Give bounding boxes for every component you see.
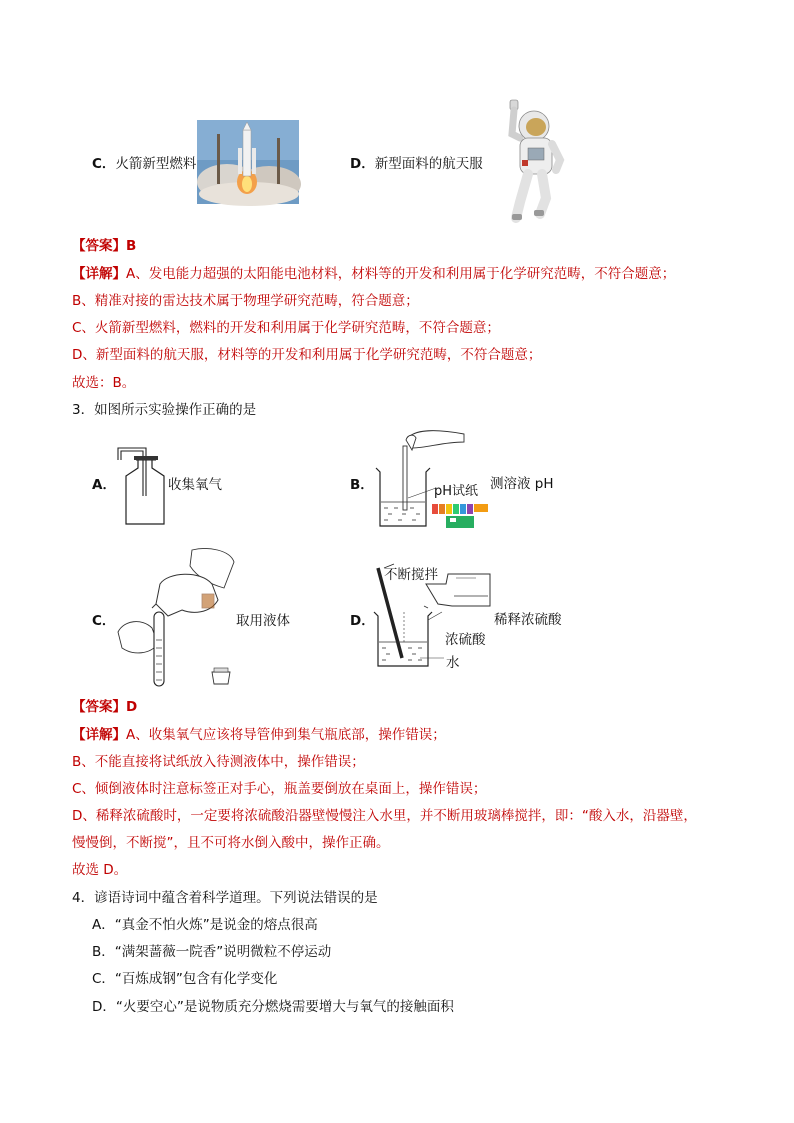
q2-detail-line: C、火箭新型燃料，燃料的开发和利用属于化学研究范畴，不符合题意； xyxy=(72,320,500,336)
acid-label: 浓硫酸 xyxy=(445,632,486,648)
detail-tag: 【详解】 xyxy=(72,266,126,282)
detail-tag: 【详解】 xyxy=(72,727,126,743)
q2-detail-line: D、新型面料的航天服，材料等的开发和利用属于化学研究范畴，不符合题意； xyxy=(72,347,542,363)
q3-detail-line: 【详解】A、收集氧气应该将导管伸到集气瓶底部，操作错误； xyxy=(72,727,446,743)
q4-option: A．“真金不怕火炼”是说金的熔点很高 xyxy=(92,917,318,933)
q4-option: C．“百炼成钢”包含有化学变化 xyxy=(92,971,278,987)
q3-option-c-label: 取用液体 xyxy=(236,613,290,629)
q3-detail-line: 故选 D。 xyxy=(72,862,128,878)
q3-option-b-letter: B． xyxy=(350,477,374,493)
water-label: 水 xyxy=(446,655,460,671)
option-letter: C． xyxy=(92,156,116,172)
pouring-liquid-figure xyxy=(112,544,242,694)
q3-detail-line: D、稀释浓硫酸时，一定要将浓硫酸沿器壁慢慢注入水里，并不断用玻璃棒搅拌，即：“酸入水，沿器壁， xyxy=(72,808,697,824)
q3-option-d-letter: D． xyxy=(350,613,375,629)
astronaut-image xyxy=(486,98,566,224)
q2-detail-line: 故选：B。 xyxy=(72,375,136,391)
q3-option-a-label: 收集氧气 xyxy=(168,477,222,493)
answer-value: D xyxy=(126,699,138,715)
q3-detail-line: C、倾倒液体时注意标签正对手心，瓶盖要倒放在桌面上，操作错误； xyxy=(72,781,487,797)
q3-option-d-label: 稀释浓硫酸 xyxy=(494,612,562,628)
q2-answer xyxy=(72,236,136,256)
q2-option-c xyxy=(92,152,196,172)
q2-option-d xyxy=(350,152,483,172)
option-text: 火箭新型燃料 xyxy=(115,156,197,172)
option-letter: D． xyxy=(350,156,375,172)
answer-value: B xyxy=(126,238,137,254)
q3-stem: 3．如图所示实验操作正确的是 xyxy=(72,402,257,418)
q4-option: D．“火要空心”是说物质充分燃烧需要增大与氧气的接触面积 xyxy=(92,999,454,1015)
ph-strip-label: pH试纸 xyxy=(434,484,479,499)
q3-option-b-label: 测溶液 pH xyxy=(490,476,554,492)
gas-collection-bottle-figure xyxy=(116,438,170,526)
q3-answer xyxy=(72,697,137,717)
rocket-launch-image xyxy=(197,120,299,204)
q2-detail-line: B、精准对接的雷达技术属于物理学研究范畴，符合题意； xyxy=(72,293,419,309)
q4-option: B．“满架蔷薇一院香”说明微粒不停运动 xyxy=(92,944,332,960)
stir-label: 不断搅拌 xyxy=(384,567,438,583)
answer-tag: 【答案】 xyxy=(72,238,126,254)
q3-detail-line: 慢慢倒，不断搅”，且不可将水倒入酸中，操作正确。 xyxy=(72,835,390,851)
q4-stem: 4．谚语诗词中蕴含着科学道理。下列说法错误的是 xyxy=(72,890,378,906)
q2-detail-line: 【详解】A、发电能力超强的太阳能电池材料，材料等的开发和利用属于化学研究范畴，不符合题意； xyxy=(72,266,676,282)
option-text: 新型面料的航天服 xyxy=(374,156,483,172)
q3-option-a-letter: A． xyxy=(92,477,116,493)
answer-tag: 【答案】 xyxy=(72,699,126,715)
q3-detail-line: B、不能直接将试纸放入待测液体中，操作错误； xyxy=(72,754,365,770)
q3-option-c-letter: C． xyxy=(92,613,116,629)
